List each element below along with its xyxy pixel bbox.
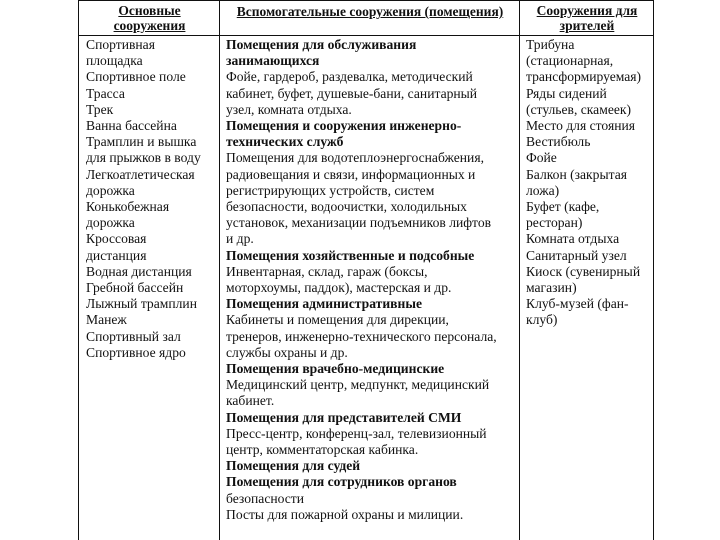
table-line: Трибуна xyxy=(526,37,575,52)
table-line: Спортивное поле xyxy=(86,69,186,85)
table-line: радиовещания и связи, информационных и xyxy=(226,166,476,182)
table-line: площадка xyxy=(86,53,143,69)
table-line: и др. xyxy=(226,231,254,247)
table-line: Ванна бассейна xyxy=(86,118,177,134)
table-line: Трамплин и вышка xyxy=(86,134,197,150)
table-line: Помещения и сооружения инженерно- xyxy=(226,118,462,134)
table-line: (стульев, скамеек) xyxy=(526,101,632,117)
header-separator xyxy=(78,35,654,36)
table-line: Лыжный трамплин xyxy=(86,296,197,312)
table-line: Буфет (кафе, xyxy=(526,199,600,215)
table-line: Клуб-музей (фан- xyxy=(526,296,629,312)
table-line: клуб) xyxy=(526,312,558,328)
table-line: Спортивное ядро xyxy=(86,344,186,360)
table-line: Инвентарная, склад, гараж (боксы, xyxy=(226,263,428,279)
table-line: моторхоумы, паддок), мастерская и др. xyxy=(226,280,452,296)
facilities-table xyxy=(78,0,654,540)
header-spectator-facilities xyxy=(521,1,653,35)
table-line: Место для стояния xyxy=(526,118,636,134)
table-line: центр, комментаторская кабинка. xyxy=(226,442,419,458)
table-line: безопасности xyxy=(226,490,305,506)
table-line: (стационарная, xyxy=(526,53,614,69)
table-line: Фойе xyxy=(526,150,557,166)
table-line: дистанция xyxy=(86,247,147,263)
spectator-facilities-column xyxy=(526,37,652,329)
table-line: службы охраны и др. xyxy=(226,344,348,360)
table-line: Санитарный узел xyxy=(526,247,627,263)
table-line: Помещения для судей xyxy=(226,458,361,474)
table-line: Легкоатлетическая xyxy=(86,166,195,182)
table-line: Кабинеты и помещения для дирекции, xyxy=(226,312,449,328)
table-line: занимающихся xyxy=(226,53,320,69)
main-facilities-column xyxy=(86,37,218,361)
header-main-facilities xyxy=(80,1,219,35)
table-line: Помещения административные xyxy=(226,296,422,312)
table-right-border xyxy=(653,0,654,540)
header-spectators-line: зрителей xyxy=(559,18,615,33)
table-line: дорожка xyxy=(86,215,135,231)
table-line: Комната отдыха xyxy=(526,231,620,247)
table-line: Медицинский центр, медпункт, медицинский xyxy=(226,377,490,393)
table-line: кабинет. xyxy=(226,393,275,409)
column-divider-1 xyxy=(219,0,220,540)
header-spectators-line: Сооружения для xyxy=(536,3,638,18)
table-line: дорожка xyxy=(86,182,135,198)
table-line: Конькобежная xyxy=(86,199,170,215)
table-line: Помещения врачебно-медицинские xyxy=(226,361,445,377)
table-line: узел, комната отдыха. xyxy=(226,101,352,117)
header-main-line: Основные xyxy=(118,3,181,18)
table-line: ложа) xyxy=(526,182,560,198)
column-divider-2 xyxy=(519,0,520,540)
header-aux-line: Вспомогательные сооружения (помещения) xyxy=(236,4,504,19)
table-line: регистрирующих устройств, систем xyxy=(226,182,435,198)
table-line: Кроссовая xyxy=(86,231,147,247)
table-line: Водная дистанция xyxy=(86,263,192,279)
table-line: трансформируемая) xyxy=(526,69,642,85)
table-line: Помещения хозяйственные и подсобные xyxy=(226,247,475,263)
table-line: магазин) xyxy=(526,280,577,296)
table-line: Вестибюль xyxy=(526,134,591,150)
auxiliary-facilities-column xyxy=(226,37,518,523)
table-line: Фойе, гардероб, раздевалка, методический xyxy=(226,69,473,85)
table-line: Манеж xyxy=(86,312,127,328)
table-line: для прыжков в воду xyxy=(86,150,201,166)
table-line: Киоск (сувенирный xyxy=(526,263,641,279)
table-line: ресторан) xyxy=(526,215,583,231)
table-line: установок, механизации подъемников лифтов xyxy=(226,215,492,231)
table-line: Трек xyxy=(86,101,114,117)
table-line: Балкон (закрытая xyxy=(526,166,627,182)
table-line: Трасса xyxy=(86,85,125,101)
table-line: Пресс-центр, конференц-зал, телевизионный xyxy=(226,425,487,441)
table-line: безопасности, водоочистки, холодильных xyxy=(226,199,467,215)
table-line: Помещения для обслуживания xyxy=(226,37,417,52)
table-line: технических служб xyxy=(226,134,344,150)
table-line: Спортивная xyxy=(86,37,155,52)
table-line: тренеров, инженерно-технического персонала, xyxy=(226,328,497,344)
table-left-border xyxy=(78,0,79,540)
table-line: Помещения для представителей СМИ xyxy=(226,409,462,425)
table-line: кабинет, буфет, душевые-бани, санитарный xyxy=(226,85,478,101)
table-line: Посты для пожарной охраны и милиции. xyxy=(226,506,464,522)
table-line: Помещения для сотрудников органов xyxy=(226,474,457,490)
table-line: Гребной бассейн xyxy=(86,280,184,296)
table-line: Спортивный зал xyxy=(86,328,181,344)
table-line: Помещения для водотеплоэнергоснабжения, xyxy=(226,150,484,166)
table-line: Ряды сидений xyxy=(526,85,607,101)
header-main-line: сооружения xyxy=(113,18,186,33)
header-auxiliary-facilities xyxy=(221,1,519,35)
